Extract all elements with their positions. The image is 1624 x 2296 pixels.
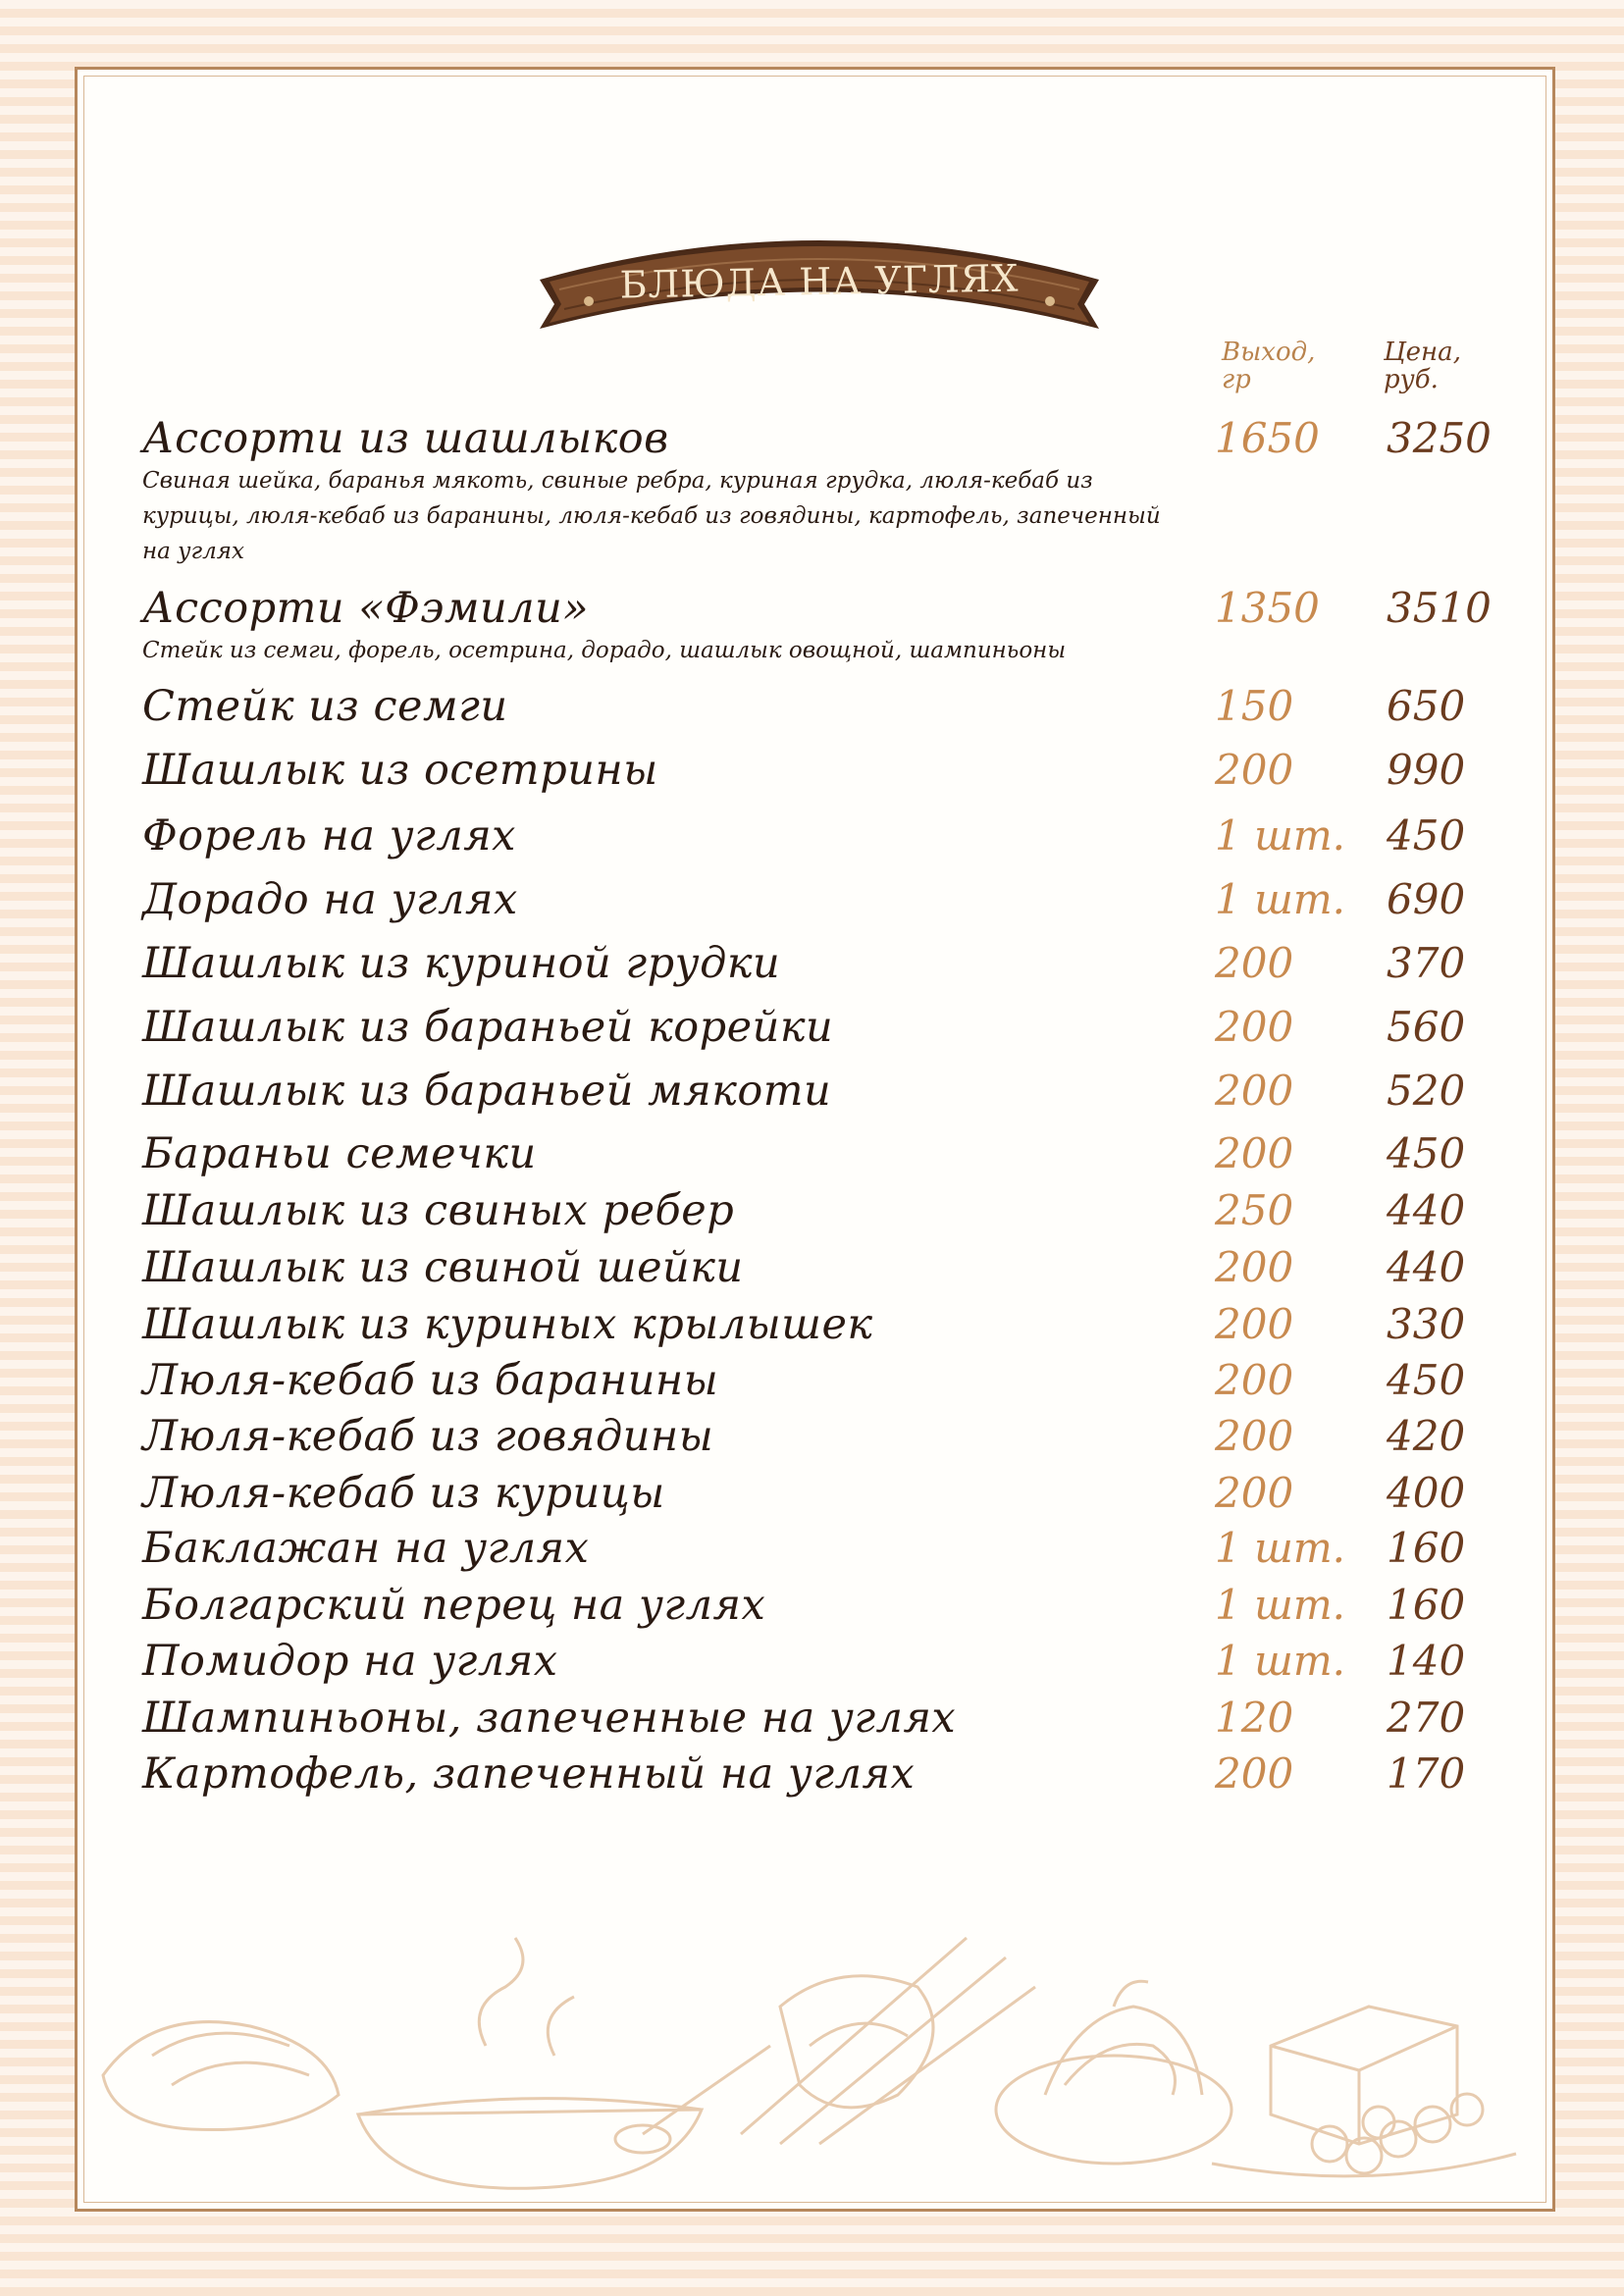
item-weight: 1650 bbox=[1215, 414, 1320, 462]
item-name: Шашлык из бараньей мякоти bbox=[142, 1067, 832, 1116]
menu-item bbox=[142, 1300, 1516, 1349]
item-name: Шашлык из осетрины bbox=[142, 746, 658, 795]
item-weight: 1 шт. bbox=[1215, 1637, 1346, 1685]
item-name: Помидор на углях bbox=[142, 1637, 558, 1686]
item-name: Бараньи семечки bbox=[142, 1129, 537, 1178]
item-name: Шашлык из бараньей корейки bbox=[142, 1003, 834, 1052]
menu-item bbox=[142, 1003, 1516, 1052]
item-weight: 200 bbox=[1215, 1469, 1294, 1517]
menu-item bbox=[142, 1469, 1516, 1518]
item-name: Шашлык из свиной шейки bbox=[142, 1243, 744, 1292]
item-weight: 1 шт. bbox=[1215, 1581, 1346, 1629]
item-name: Шампиньоны, запеченные на углях bbox=[142, 1694, 957, 1743]
item-name: Ассорти «Фэмили» bbox=[142, 584, 590, 633]
item-price: 450 bbox=[1387, 811, 1466, 860]
item-weight: 1 шт. bbox=[1215, 1524, 1346, 1572]
item-weight: 200 bbox=[1215, 1003, 1294, 1051]
item-price: 440 bbox=[1387, 1186, 1466, 1234]
item-price: 420 bbox=[1387, 1412, 1466, 1460]
menu-item bbox=[142, 1637, 1516, 1686]
item-price: 650 bbox=[1387, 682, 1466, 730]
item-name: Баклажан на углях bbox=[142, 1524, 590, 1573]
item-price: 400 bbox=[1387, 1469, 1466, 1517]
item-weight: 200 bbox=[1215, 1356, 1294, 1404]
menu-item bbox=[142, 584, 1516, 668]
item-name: Дорадо на углях bbox=[142, 875, 518, 924]
menu-item bbox=[142, 1186, 1516, 1235]
column-header-weight: Выход, гр bbox=[1222, 338, 1316, 394]
column-header-price: Цена, руб. bbox=[1384, 338, 1461, 394]
food-sketch-icon bbox=[93, 1899, 1526, 2203]
item-weight: 1 шт. bbox=[1215, 875, 1346, 923]
item-price: 170 bbox=[1387, 1749, 1466, 1798]
item-name: Стейк из семги bbox=[142, 682, 508, 731]
menu-item bbox=[142, 811, 1516, 861]
item-description: Свиная шейка, баранья мякоть, свиные ребра, куриная грудка, люля-кебаб из курицы, люля-кебаб из баранины, люля-кебаб из говядины, картофель, запеченный на углях bbox=[142, 468, 1161, 564]
menu-item bbox=[142, 939, 1516, 988]
item-name: Шашлык из куриных крылышек bbox=[142, 1300, 873, 1349]
food-illustration bbox=[93, 1899, 1526, 2203]
item-price: 370 bbox=[1387, 939, 1466, 987]
item-name: Картофель, запеченный на углях bbox=[142, 1749, 916, 1799]
item-price: 270 bbox=[1387, 1694, 1466, 1742]
item-price: 160 bbox=[1387, 1524, 1466, 1572]
item-weight: 200 bbox=[1215, 1129, 1294, 1177]
item-name: Ассорти из шашлыков bbox=[142, 414, 669, 463]
menu-item bbox=[142, 682, 1516, 731]
item-price: 440 bbox=[1387, 1243, 1466, 1291]
menu-item bbox=[142, 746, 1516, 795]
item-price: 330 bbox=[1387, 1300, 1466, 1348]
item-weight: 1 шт. bbox=[1215, 811, 1346, 860]
item-weight: 250 bbox=[1215, 1186, 1294, 1234]
item-weight: 200 bbox=[1215, 1412, 1294, 1460]
item-weight: 200 bbox=[1215, 1300, 1294, 1348]
item-weight: 1350 bbox=[1215, 584, 1320, 632]
item-name: Шашлык из свиных ребер bbox=[142, 1186, 735, 1235]
item-description: Стейк из семги, форель, осетрина, дорадо, шашлык овощной, шампиньоны bbox=[142, 638, 1067, 663]
item-name: Форель на углях bbox=[142, 811, 516, 861]
section-banner bbox=[520, 211, 1119, 368]
item-price: 160 bbox=[1387, 1581, 1466, 1629]
menu-item bbox=[142, 1412, 1516, 1461]
item-price: 990 bbox=[1387, 746, 1466, 794]
item-weight: 200 bbox=[1215, 1749, 1294, 1798]
menu-item bbox=[142, 1694, 1516, 1743]
menu-item bbox=[142, 1129, 1516, 1178]
section-title: БЛЮДА НА УГЛЯХ bbox=[619, 256, 1020, 307]
menu-item bbox=[142, 1243, 1516, 1292]
item-weight: 120 bbox=[1215, 1694, 1294, 1742]
item-price: 450 bbox=[1387, 1129, 1466, 1177]
item-price: 560 bbox=[1387, 1003, 1466, 1051]
item-name: Люля-кебаб из курицы bbox=[142, 1469, 665, 1518]
menu-item bbox=[142, 1524, 1516, 1573]
menu-item bbox=[142, 875, 1516, 924]
item-price: 450 bbox=[1387, 1356, 1466, 1404]
item-name: Шашлык из куриной грудки bbox=[142, 939, 781, 988]
item-weight: 200 bbox=[1215, 1243, 1294, 1291]
item-price: 140 bbox=[1387, 1637, 1466, 1685]
item-weight: 200 bbox=[1215, 1067, 1294, 1115]
item-name: Болгарский перец на углях bbox=[142, 1581, 766, 1630]
menu-item bbox=[142, 1067, 1516, 1116]
item-weight: 200 bbox=[1215, 746, 1294, 794]
menu-item bbox=[142, 1749, 1516, 1799]
item-price: 3250 bbox=[1387, 414, 1492, 462]
item-weight: 150 bbox=[1215, 682, 1294, 730]
menu-item bbox=[142, 1356, 1516, 1405]
item-name: Люля-кебаб из говядины bbox=[142, 1412, 714, 1461]
item-price: 690 bbox=[1387, 875, 1466, 923]
item-weight: 200 bbox=[1215, 939, 1294, 987]
item-price: 520 bbox=[1387, 1067, 1466, 1115]
item-price: 3510 bbox=[1387, 584, 1492, 632]
item-name: Люля-кебаб из баранины bbox=[142, 1356, 719, 1405]
menu-item bbox=[142, 1581, 1516, 1630]
menu-item bbox=[142, 414, 1516, 569]
